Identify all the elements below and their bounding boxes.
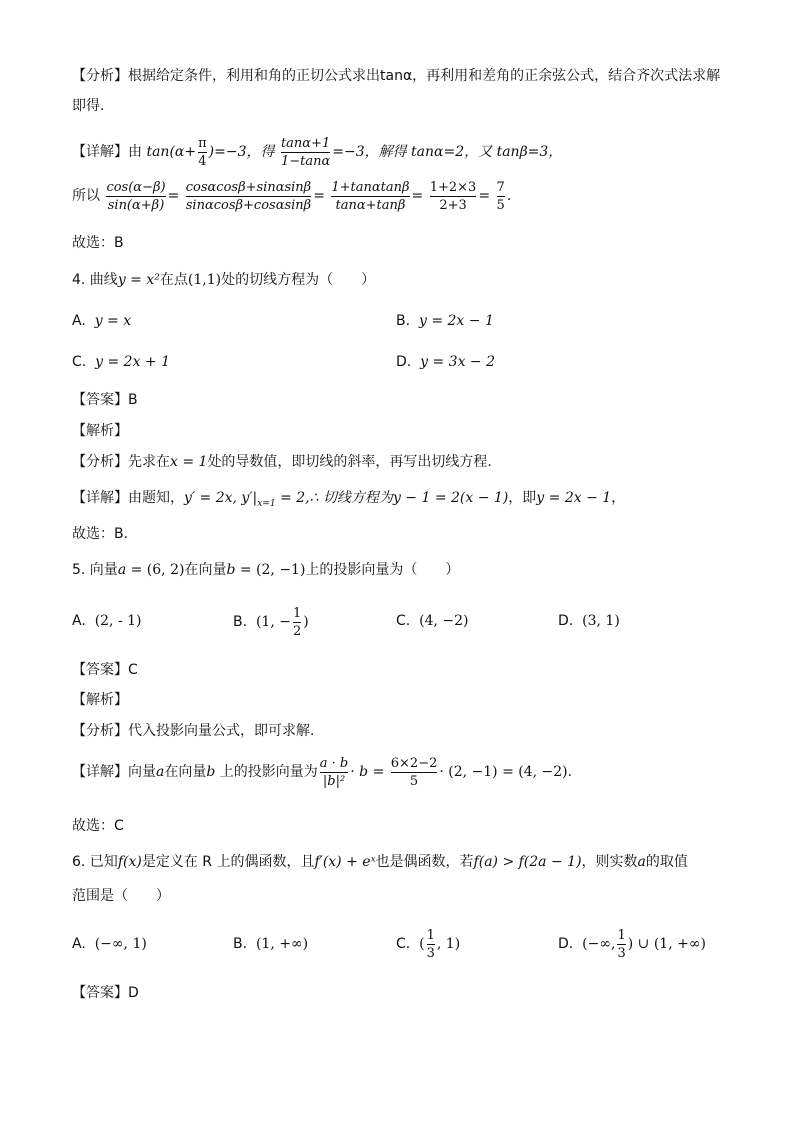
option-pre: (1, − [255, 614, 291, 630]
frac-3 [331, 179, 409, 214]
q5-answer [72, 660, 138, 680]
detail-label: 【详解】 [72, 764, 128, 780]
detail-pre: 向量 [128, 764, 156, 780]
period: . [506, 188, 512, 204]
option-label: D. [558, 936, 574, 952]
option-label: A. [72, 936, 86, 952]
f1-num: cos(α−β) [106, 179, 166, 195]
f4-den: 2+3 [430, 196, 477, 214]
detail-math2: = 2,∴ 切线方程为 [275, 490, 393, 506]
proj-dot: · b = [350, 764, 385, 780]
option-fraction [617, 927, 625, 962]
q5-option-b[interactable] [233, 602, 309, 642]
proj-num: a · b [319, 755, 349, 771]
answer-value: C [128, 662, 138, 678]
f1-den: sin(α+β) [107, 197, 165, 213]
eq-sign: = [478, 188, 491, 204]
inequality: f(a) > f(2a − 1) [473, 854, 582, 870]
option-value: y = 2x − 1 [418, 313, 494, 329]
q6-option-d[interactable] [558, 924, 706, 964]
f3-num: 1+tanαtanβ [331, 179, 410, 195]
frac-num: 1 [426, 927, 435, 943]
q4-option-d[interactable] [396, 352, 495, 372]
detail-pre: 由题知， [128, 490, 184, 506]
option-pre: ( [419, 936, 425, 952]
q6-stem-pre: 6. 已知 [72, 854, 118, 870]
calc-post: · (2, −1) = (4, −2) [439, 764, 568, 780]
f4-num: 1+2×3 [429, 179, 477, 195]
q4-jiexi: 【解析】 [72, 423, 128, 439]
calc-num: 6×2−2 [390, 755, 438, 771]
detail-eq1b: )=−3，得 [208, 144, 275, 160]
q5-stem-eq2: = (2, −1) [239, 562, 306, 578]
option-label: C. [396, 936, 411, 952]
proj-den: |b|² [320, 772, 348, 790]
period: . [567, 764, 573, 780]
q5-choose: 故选：C [72, 818, 124, 834]
detail-sub: x=1 [257, 498, 276, 509]
option-label: C. [396, 613, 411, 629]
so-label: 所以 [72, 188, 100, 204]
pi: π [198, 135, 207, 151]
f-x: f(x) [117, 854, 142, 870]
q6-option-b[interactable] [233, 934, 308, 954]
answer-value: B [128, 392, 138, 408]
answer-label: 【答案】 [72, 985, 128, 1001]
q4-stem [72, 270, 375, 290]
q4-stem-mid: 在点 [159, 272, 188, 288]
q5-stem-eq: = (6, 2) [130, 562, 185, 578]
option-fraction [427, 927, 435, 962]
tan-frac-num: tanα+1 [280, 135, 331, 151]
option-label: B. [396, 313, 411, 329]
option-label: B. [233, 614, 248, 630]
option-post: , 1) [436, 936, 461, 952]
calc-fraction [391, 755, 438, 790]
option-value: (1, +∞) [255, 936, 309, 952]
q3-analysis-line2 [72, 96, 104, 116]
q5-detail [72, 752, 572, 792]
pi-over-4 [198, 135, 207, 170]
q4-analysis [72, 452, 492, 472]
q5-stem [72, 560, 459, 580]
tan-fraction [281, 135, 330, 170]
frac-den: 3 [617, 945, 626, 961]
option-value: (−∞, 1) [94, 936, 147, 952]
q5-option-a[interactable] [72, 611, 142, 631]
answer-label: 【答案】 [72, 662, 128, 678]
f-prime: f′(x) + eˣ [314, 854, 376, 870]
option-value: y = 3x − 2 [420, 354, 496, 370]
frac-1 [106, 179, 165, 214]
q5-analysis [72, 721, 314, 741]
analysis-label: 【分析】 [72, 68, 128, 84]
q4-detail [72, 488, 625, 514]
q6-stem-b: 也是偶函数，若 [375, 854, 474, 870]
detail-math: y′ = 2x, y′| [184, 490, 258, 506]
option-label: B. [233, 936, 248, 952]
detail-eq2: =−3，解得 tanα=2，又 tanβ=3， [332, 144, 563, 160]
four: 4 [198, 153, 207, 169]
frac-num: 1 [292, 605, 302, 621]
q6-stem-c: ，则实数 [581, 854, 638, 870]
q4-answer [72, 390, 138, 410]
q6-answer [72, 983, 139, 1003]
q5-jiexi: 【解析】 [72, 692, 128, 708]
detail-mid: ，即 [508, 490, 537, 506]
option-value: (2, - 1) [94, 613, 142, 629]
frac-5 [497, 179, 505, 214]
detail-pre: 由 [128, 144, 142, 160]
analysis-text: 根据给定条件，利用和角的正切公式求出tanα，再利用和差角的正余弦公式，结合齐次式法求解 [128, 68, 721, 84]
f3-den: tanα+tanβ [331, 196, 409, 214]
option-fraction [293, 605, 301, 640]
vector-b: b [206, 764, 216, 780]
q3-choose: 故选：B [72, 235, 124, 251]
f5-den: 5 [496, 197, 505, 213]
answer-value: D [128, 985, 139, 1001]
q4-point: (1,1) [187, 272, 222, 288]
q4-stem-post: 处的切线方程为（ ） [221, 272, 376, 288]
q5-option-d[interactable] [558, 611, 620, 631]
option-post: ) ∪ (1, +∞) [627, 936, 706, 952]
vector-a: a [117, 562, 127, 578]
analysis-x: x = 1 [170, 454, 208, 470]
q4-option-a[interactable] [72, 311, 131, 331]
detail-label: 【详解】 [72, 144, 128, 160]
option-value: (4, −2) [419, 613, 469, 629]
option-label: A. [72, 313, 86, 329]
detail-label: 【详解】 [72, 490, 128, 506]
f5-num: 7 [496, 179, 505, 195]
q6-stem-d: 的取值 [645, 854, 688, 870]
analysis-pre: 先求在 [128, 454, 170, 470]
a-var: a [637, 854, 646, 870]
q4-option-c[interactable] [72, 352, 170, 372]
q6-stem-a: 是定义在 R 上的偶函数，且 [141, 854, 315, 870]
vector-a: a [156, 764, 165, 780]
detail-end: ， [611, 490, 626, 506]
eq-sign: = [313, 188, 325, 204]
option-value: (3, 1) [582, 613, 620, 629]
q6-stem [72, 852, 688, 872]
detail-eq1: tan(α+ [146, 144, 197, 160]
option-value: y = 2x + 1 [95, 354, 171, 370]
q6-stem-line2: 范围是（ ） [72, 888, 170, 904]
q5-stem-pre: 5. 向量 [72, 562, 118, 578]
q4-curve: y = x² [117, 272, 160, 288]
f2-den: sinαcosβ+cosαsinβ [185, 197, 312, 213]
frac-den: 3 [426, 945, 435, 961]
vector-b: b [226, 562, 236, 578]
option-label: D. [558, 613, 574, 629]
option-label: D. [396, 354, 412, 370]
q4-stem-pre: 4. 曲线 [72, 272, 118, 288]
frac-2 [186, 179, 311, 214]
detail-post: 上的投影向量为 [219, 764, 318, 780]
detail-math3: y − 1 = 2(x − 1) [392, 490, 509, 506]
q5-stem-post: 上的投影向量为（ ） [305, 562, 460, 578]
option-pre: (−∞, [582, 936, 616, 952]
q3-detail-line [72, 132, 562, 172]
answer-label: 【答案】 [72, 392, 128, 408]
q3-so-line [72, 176, 511, 216]
analysis-text-cont: 即得. [72, 98, 105, 114]
frac-num: 1 [617, 927, 626, 943]
option-label: A. [72, 613, 86, 629]
eq-sign: = [167, 188, 180, 204]
eq-sign: = [411, 188, 424, 204]
projection-fraction [320, 755, 348, 790]
calc-den: 5 [391, 772, 438, 790]
q6-option-c[interactable] [396, 924, 460, 964]
analysis-post: 处的导数值，即切线的斜率，再写出切线方程. [207, 454, 492, 470]
detail-mid: 在向量 [164, 764, 207, 780]
option-label: C. [72, 354, 87, 370]
q6-option-a[interactable] [72, 934, 147, 954]
q4-option-b[interactable] [396, 311, 494, 331]
analysis-label: 【分析】 [72, 454, 128, 470]
analysis-label: 【分析】 [72, 723, 128, 739]
option-value: y = x [94, 313, 132, 329]
frac-den: 2 [292, 623, 302, 639]
q5-stem-mid: 在向量 [184, 562, 227, 578]
q3-analysis-line [72, 66, 720, 86]
f2-num: cosαcosβ+sinαsinβ [185, 179, 312, 195]
q5-option-c[interactable] [396, 611, 469, 631]
frac-4 [430, 179, 477, 214]
tan-frac-den: 1−tanα [280, 153, 331, 169]
detail-math4: y = 2x − 1 [536, 490, 612, 506]
analysis-text: 代入投影向量公式，即可求解. [128, 723, 315, 739]
option-post: ) [303, 614, 309, 630]
q4-choose: 故选：B. [72, 526, 129, 542]
